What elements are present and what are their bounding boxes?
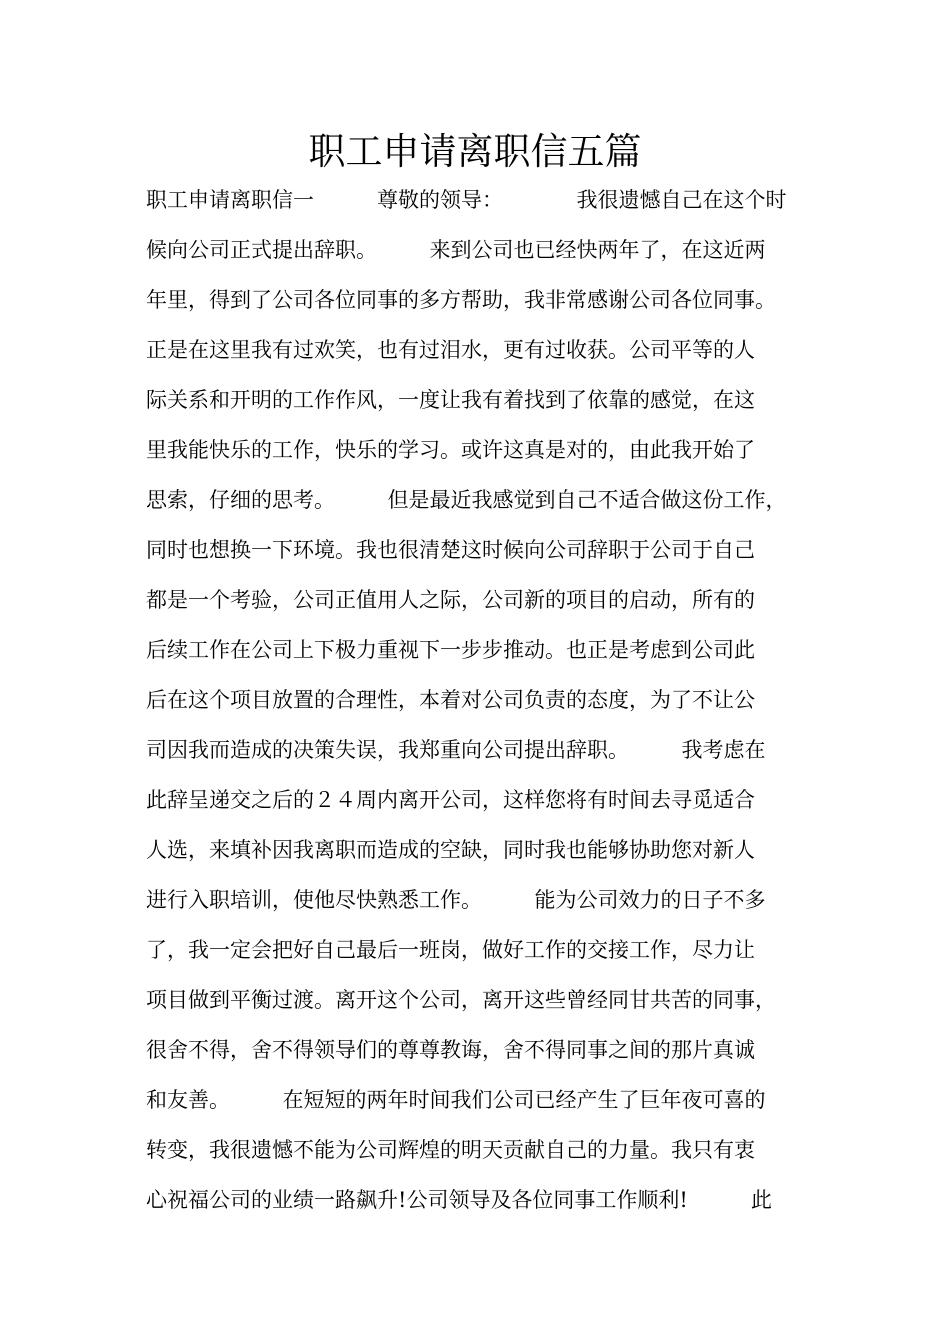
body-line: 同时也想换一下环境。我也很清楚这时候向公司辞职于公司于自己 [146,538,755,562]
body-line: 司因我而造成的决策失误，我郑重向公司提出辞职。 我考虑在 [146,738,766,762]
body-line: 际关系和开明的工作作风，一度让我有着找到了依靠的感觉，在这 [146,388,755,412]
body-line: 人选，来填补因我离职而造成的空缺，同时我也能够协助您对新人 [146,838,755,862]
body-line: 年里，得到了公司各位同事的多方帮助，我非常感谢公司各位同事。 [146,288,776,312]
body-line: 都是一个考验，公司正值用人之际，公司新的项目的启动，所有的 [146,588,755,612]
body-line: 后在这个项目放置的合理性，本着对公司负责的态度，为了不让公 [146,688,755,712]
document-title: 职工申请离职信五篇 [308,130,642,173]
body-line: 项目做到平衡过渡。离开这个公司，离开这些曾经同甘共苦的同事， [146,988,776,1012]
body-line: 思索，仔细的思考。 但是最近我感觉到自己不适合做这份工作， [146,488,787,512]
body-line: 后续工作在公司上下极力重视下一步步推动。也正是考虑到公司此 [146,638,755,662]
body-line: 心祝福公司的业绩一路飙升!公司领导及各位同事工作顺利! 此 [146,1188,772,1212]
body-line: 了，我一定会把好自己最后一班岗，做好工作的交接工作，尽力让 [146,938,755,962]
document-body [146,180,826,1230]
body-line: 职工申请离职信一 尊敬的领导： 我很遗憾自己在这个时 [146,188,787,212]
body-line: 很舍不得，舍不得领导们的尊尊教诲，舍不得同事之间的那片真诚 [146,1038,755,1062]
body-line: 转变，我很遗憾不能为公司辉煌的明天贡献自己的力量。我只有衷 [146,1138,755,1162]
body-line: 正是在这里我有过欢笑，也有过泪水，更有过收获。公司平等的人 [146,338,755,362]
body-line: 此辞呈递交之后的２４周内离开公司，这样您将有时间去寻觅适合 [146,788,755,812]
body-line: 里我能快乐的工作，快乐的学习。或许这真是对的，由此我开始了 [146,438,755,462]
body-line: 进行入职培训，使他尽快熟悉工作。 能为公司效力的日子不多 [146,888,766,912]
body-line: 候向公司正式提出辞职。 来到公司也已经快两年了，在这近两 [146,238,766,262]
body-line: 和友善。 在短短的两年时间我们公司已经产生了巨年夜可喜的 [146,1088,766,1112]
